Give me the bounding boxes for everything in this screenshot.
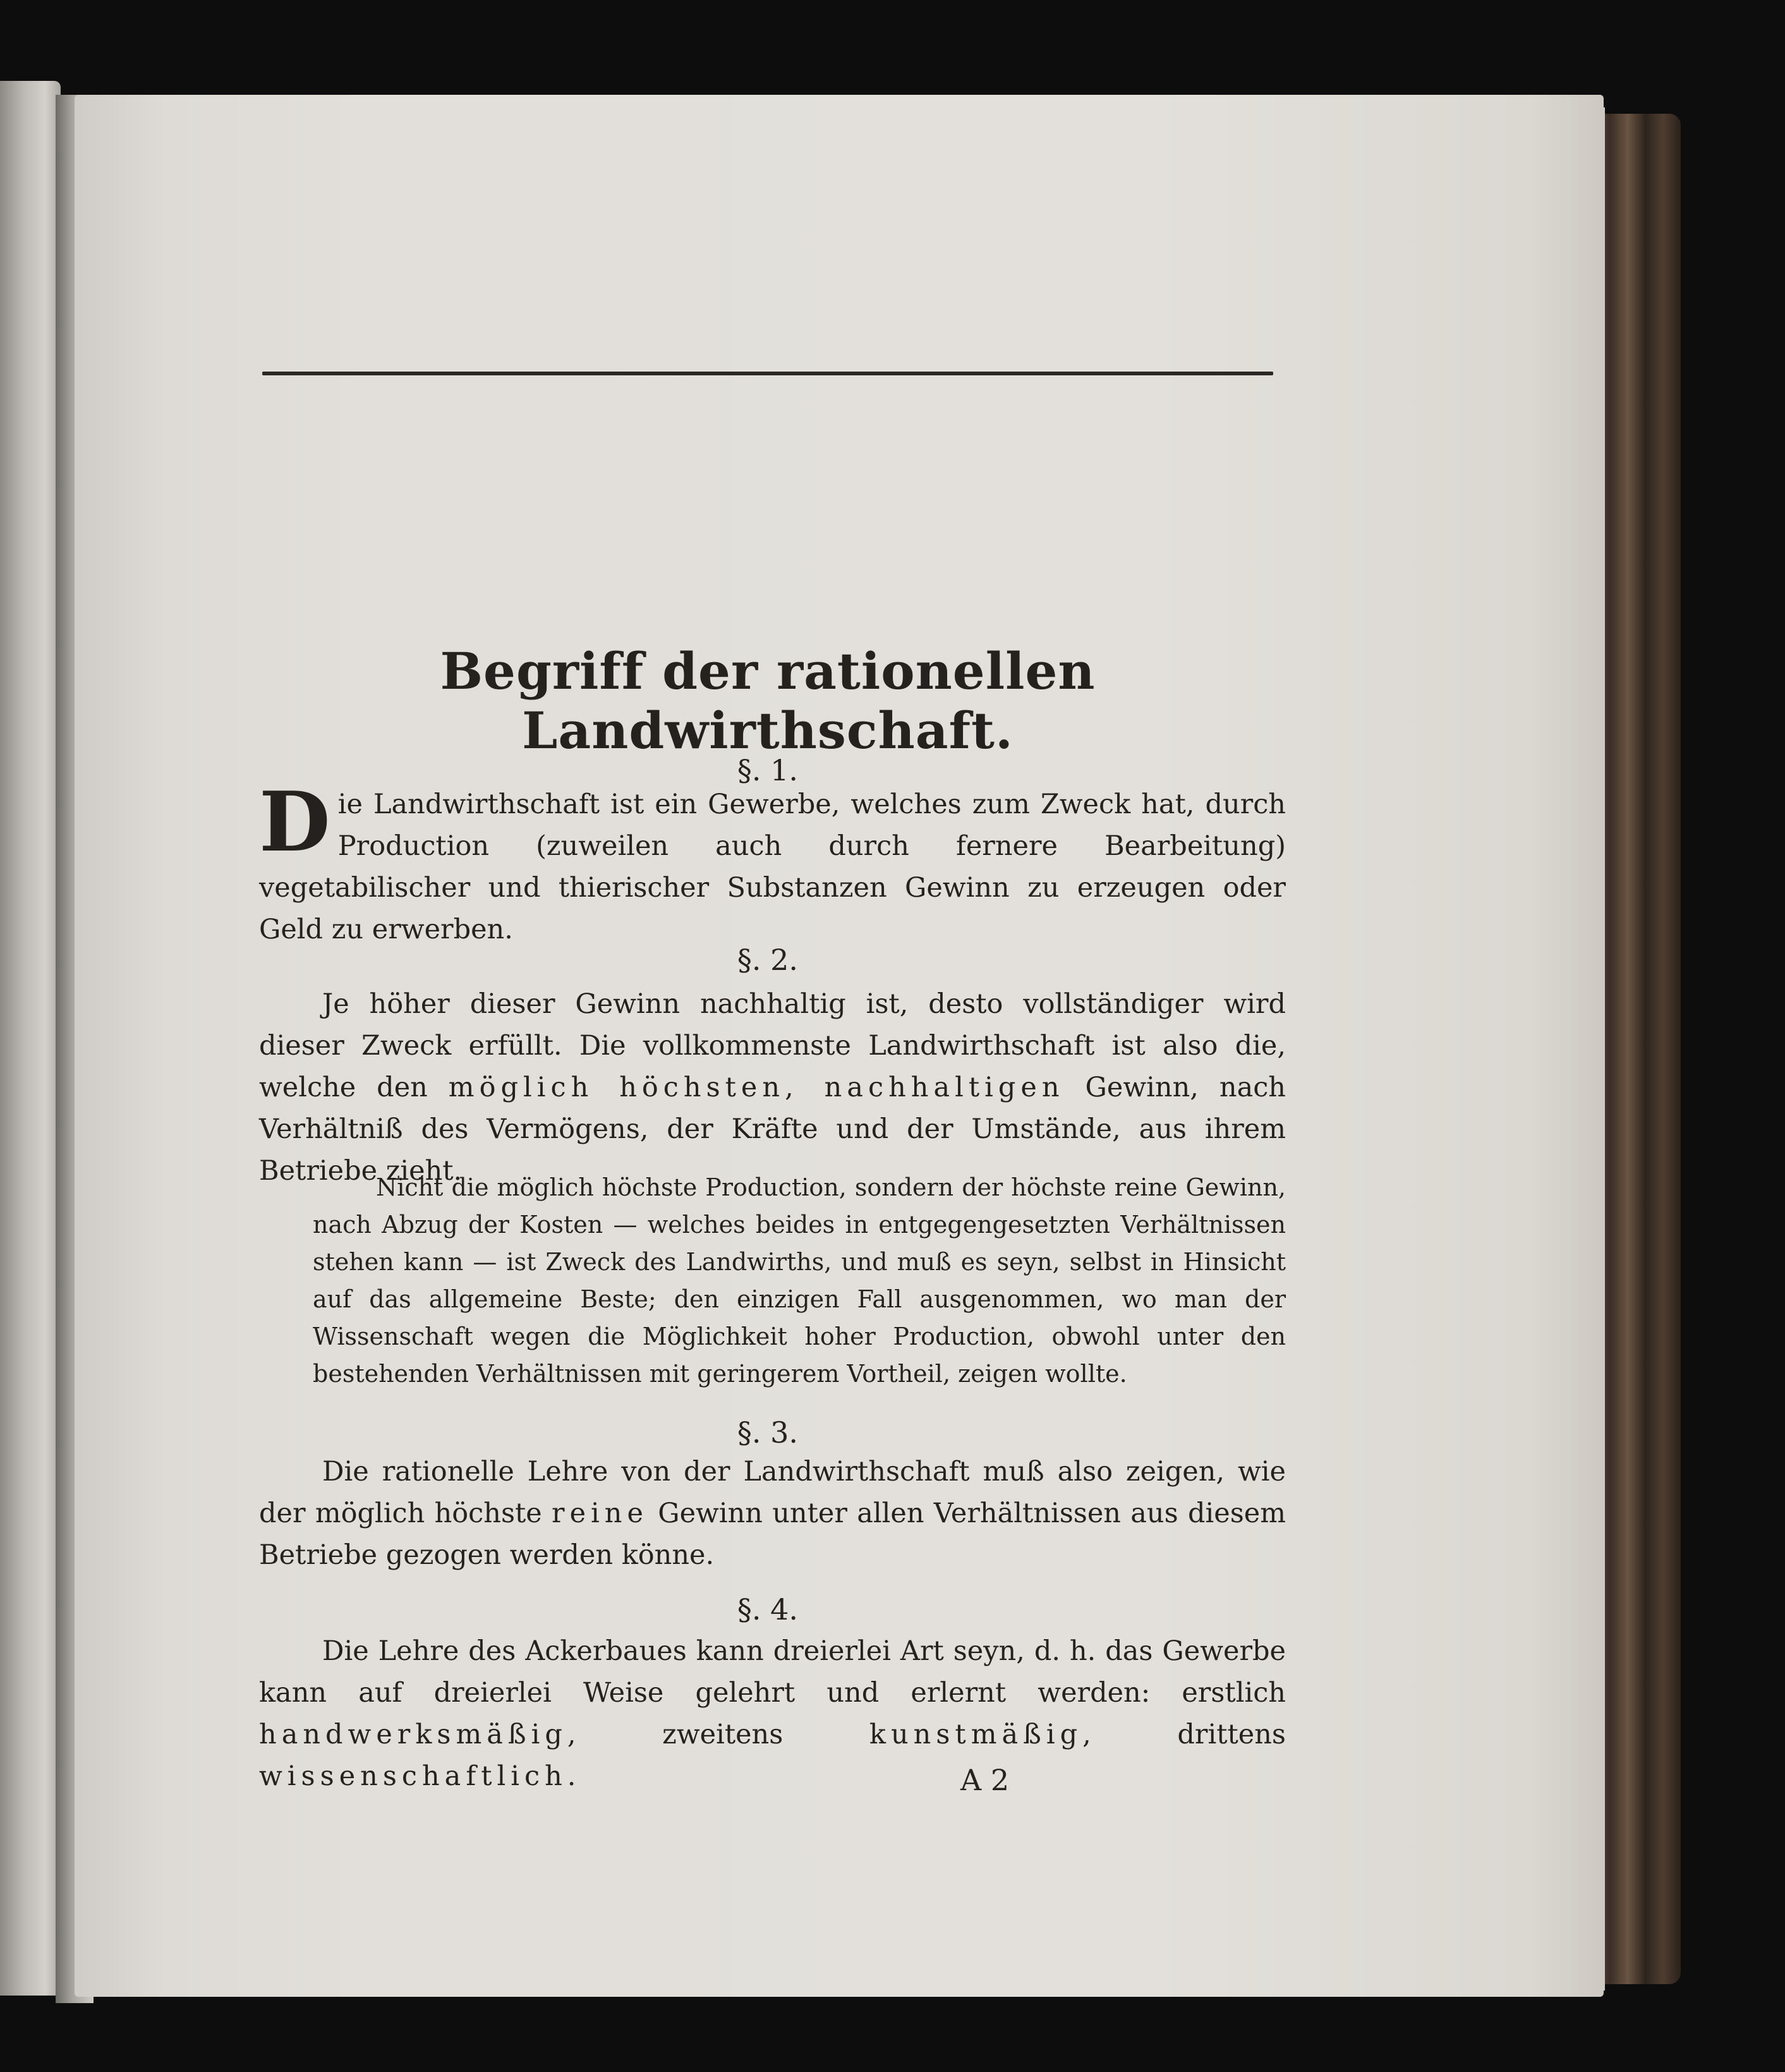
section-4-paragraph bbox=[259, 1630, 1286, 1797]
section-4-emphasis-1: handwerksmäßig bbox=[259, 1719, 567, 1750]
section-3-paragraph bbox=[259, 1451, 1286, 1576]
section-4-text-c: , drittens bbox=[1082, 1719, 1286, 1750]
section-2-paragraph bbox=[259, 983, 1286, 1192]
section-2-text-a: Je höher dieser Gewinn nachhaltig ist, desto vollständiger wird dieser Zweck erfüllt. Die vollkommenste Landwirthschaft ist also die, welche den bbox=[259, 988, 1286, 1103]
drop-cap: D bbox=[259, 773, 330, 870]
section-2-emphasis: möglich höchsten, nachhaltigen bbox=[448, 1072, 1065, 1103]
chapter-heading: Begriff der rationellen Landwirthschaft. bbox=[440, 641, 1096, 760]
signature-mark: A 2 bbox=[960, 1763, 1010, 1797]
book-cover-edge bbox=[1592, 114, 1681, 1984]
section-4-text-d: . bbox=[567, 1760, 576, 1792]
section-4-emphasis-2: kunstmäßig bbox=[869, 1719, 1083, 1750]
section-4-label: §. 4. bbox=[737, 1592, 799, 1627]
section-1-label: §. 1. bbox=[737, 753, 799, 787]
header-rule bbox=[262, 372, 1273, 375]
section-2-label: §. 2. bbox=[737, 943, 799, 977]
section-3-text-b: Gewinn unter allen Verhältnissen aus diesem Betriebe gezogen werden könne. bbox=[259, 1498, 1286, 1571]
section-2-note: Nicht die möglich höchste Production, sondern der höchste reine Gewinn, nach Abzug der Kosten — welches beides in entgegengesetzten Verhältnissen stehen kann — ist Zweck des Landwirths, und muß es seyn, selbst in Hinsicht auf das allgemeine Beste; den einzigen Fall ausgenommen, wo man der Wissenschaft wegen die Möglichkeit hoher Production, obwohl unter den bestehenden Verhältnissen mit geringerem Vortheil, zeigen wollte. bbox=[313, 1173, 1286, 1388]
section-1-paragraph bbox=[259, 773, 1286, 950]
section-4-text-a: Die Lehre des Ackerbaues kann dreierlei Art seyn, d. h. das Gewerbe kann auf dreierlei Weise gelehrt und erlernt werden: erstlich bbox=[259, 1635, 1286, 1709]
section-4-text-b: , zweitens bbox=[567, 1719, 869, 1750]
section-3-emphasis: reine bbox=[552, 1498, 648, 1529]
section-3-label: §. 3. bbox=[737, 1415, 799, 1450]
section-3-text-a: Die rationelle Lehre von der Landwirthschaft muß also zeigen, wie der möglich höchste bbox=[259, 1456, 1286, 1529]
section-1-text: ie Landwirthschaft ist ein Gewerbe, welches zum Zweck hat, durch Production (zuweilen auch durch fernere Bearbeitung) vegetabilischer und thierischer Substanzen Gewinn zu erzeugen oder Geld zu erwerben. bbox=[259, 789, 1286, 945]
section-4-emphasis-3: wissenschaftlich bbox=[259, 1760, 567, 1792]
previous-page-edge bbox=[0, 81, 61, 1996]
section-2-text-b: Gewinn, nach Verhältniß des Vermögens, der Kräfte und der Umstände, aus ihrem Betriebe zieht. bbox=[259, 1072, 1286, 1187]
